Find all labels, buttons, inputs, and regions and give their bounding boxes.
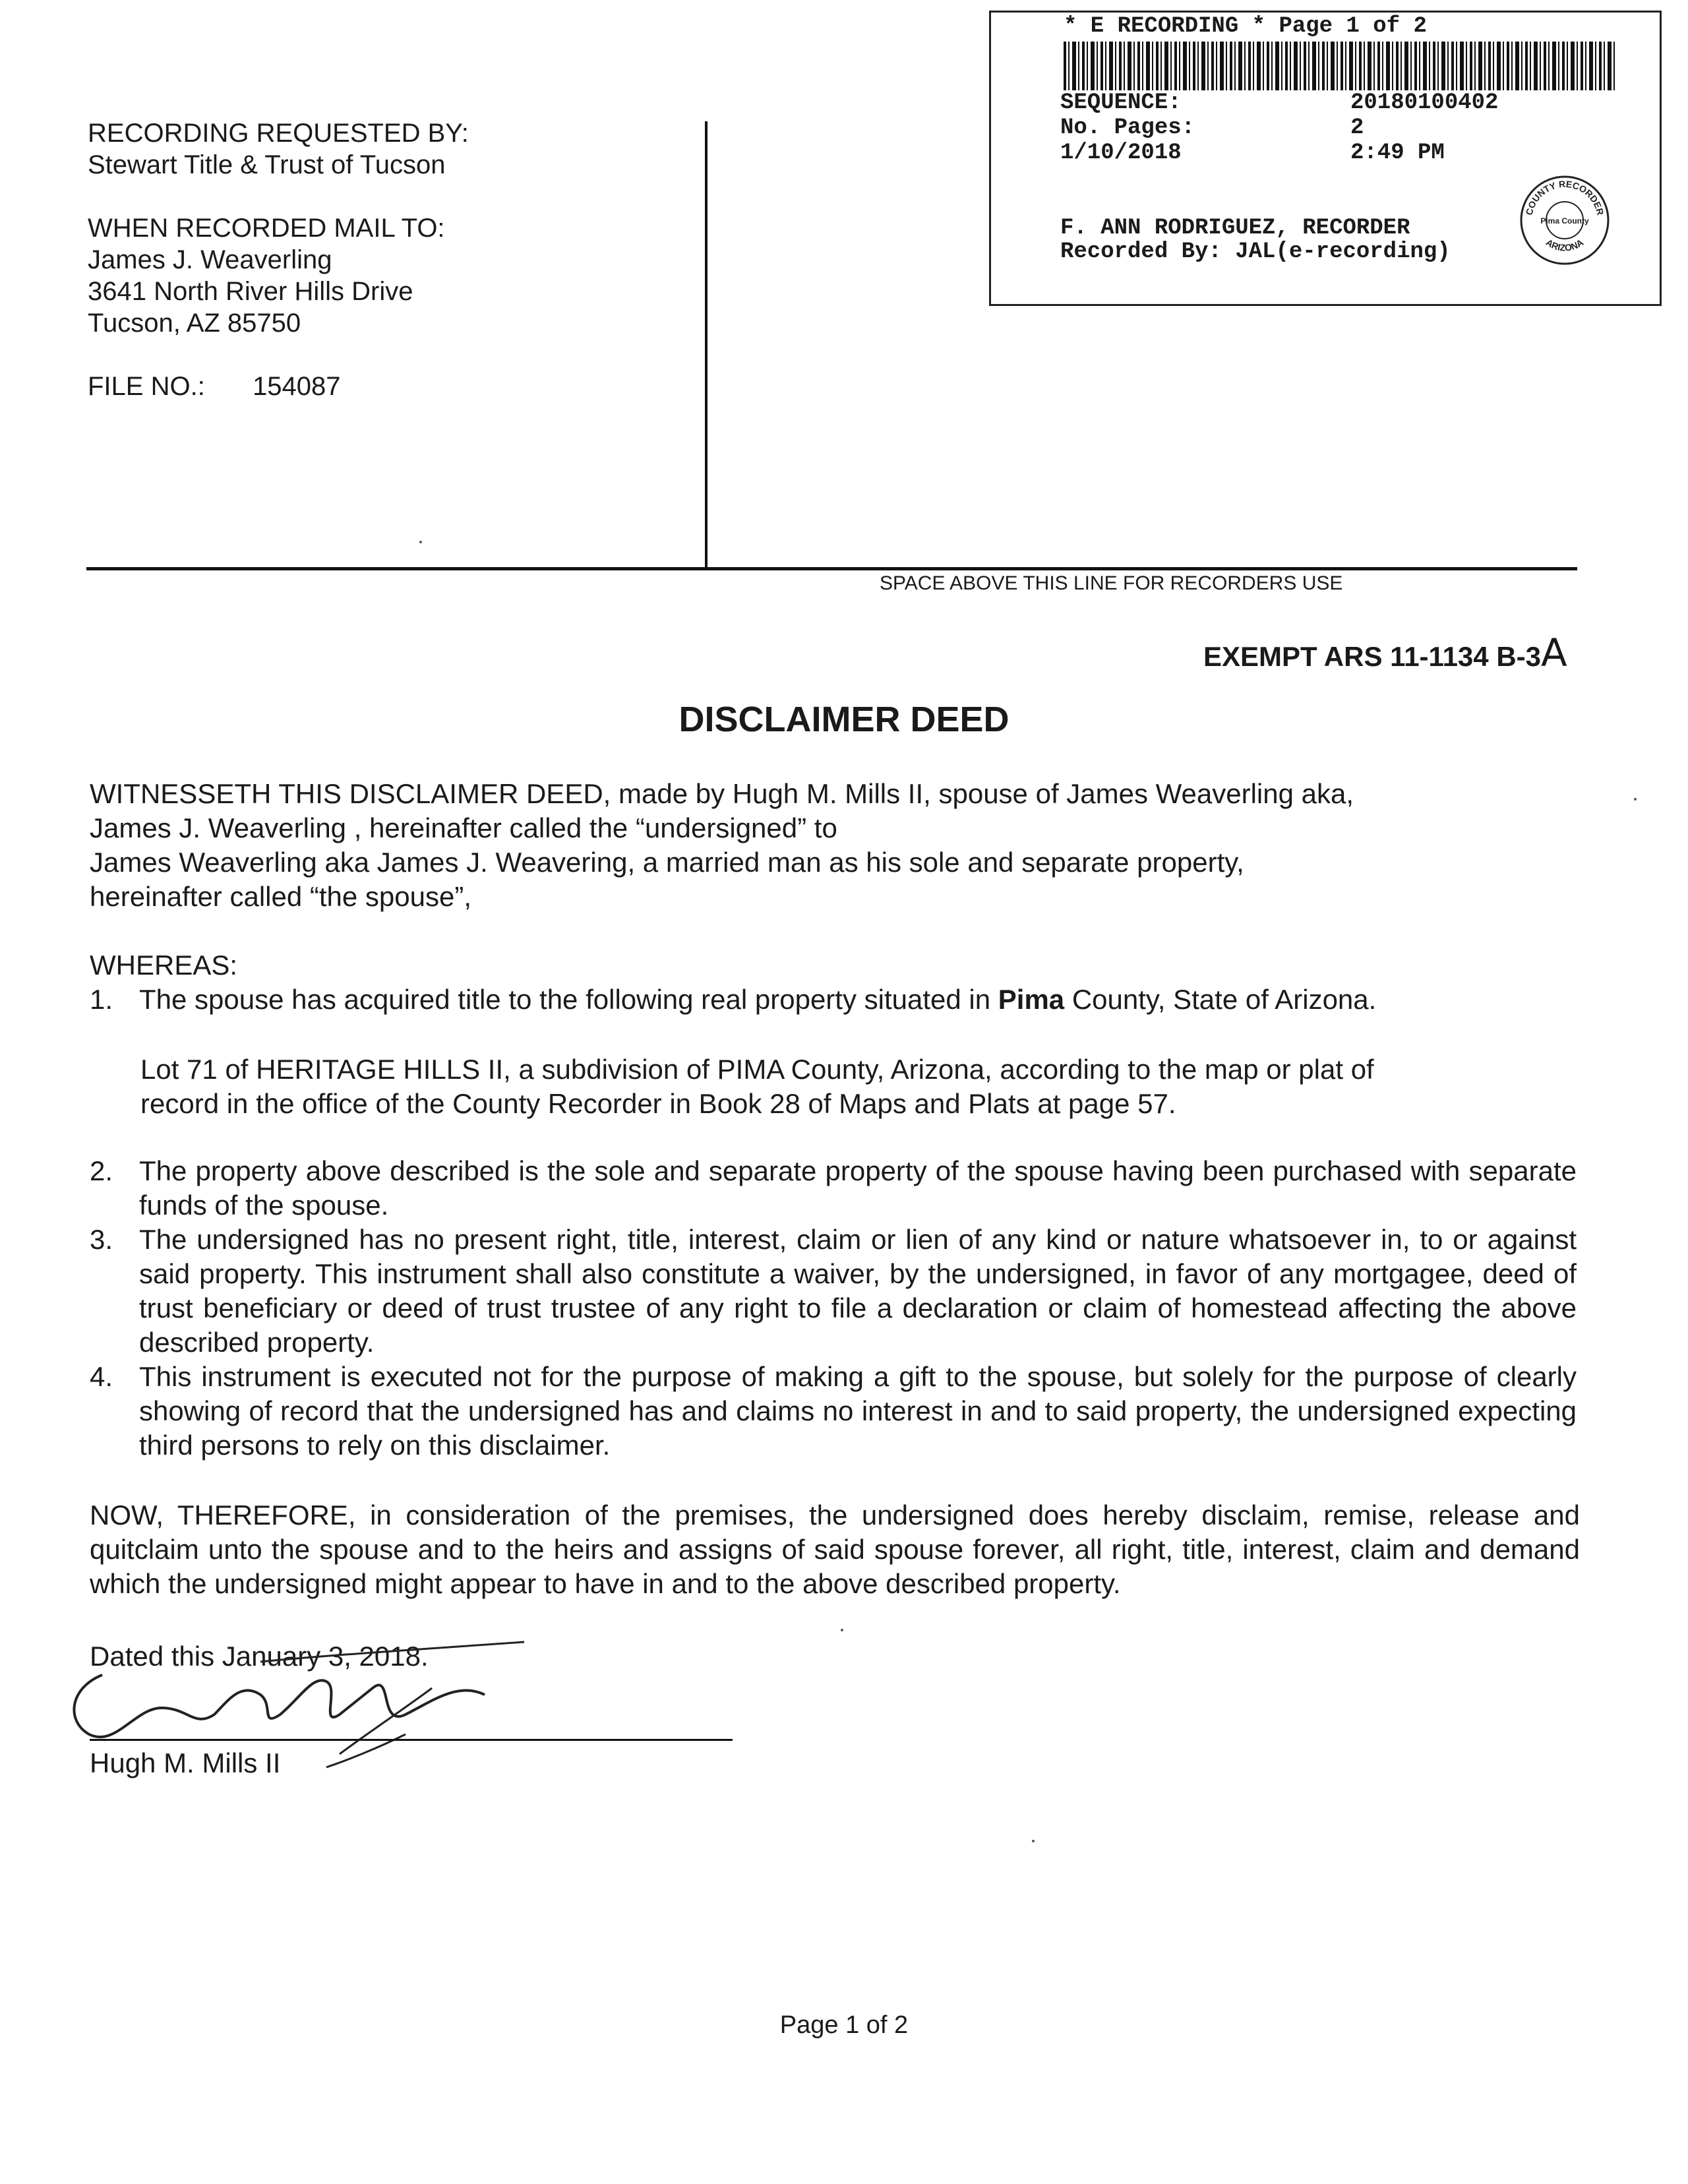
exemption-code-text: EXEMPT ARS 11-1134 B-3 xyxy=(1203,641,1541,672)
legal-description xyxy=(140,1052,1578,1121)
page-number: Page 1 of 2 xyxy=(779,2011,909,2039)
sequence-label: SEQUENCE: xyxy=(1060,90,1182,115)
scan-speck xyxy=(841,1629,843,1631)
file-number-label: FILE NO.: xyxy=(88,372,205,401)
header-divider-vertical xyxy=(705,121,708,570)
record-time: 2:49 PM xyxy=(1350,140,1445,166)
intro-line: James J. Weaverling , hereinafter called the “undersigned” to xyxy=(90,812,837,843)
item-number: 4. xyxy=(90,1361,113,1392)
exemption-code xyxy=(1203,630,1567,675)
stamp-top-line: * E RECORDING * Page 1 of 2 xyxy=(1064,14,1427,39)
item-number: 3. xyxy=(90,1224,113,1255)
seal-center-text: Pima County xyxy=(1540,216,1589,226)
legal-line: record in the office of the County Recorder in Book 28 of Maps and Plats at page 57. xyxy=(140,1088,1176,1119)
recorder-space-line xyxy=(86,567,1577,570)
county-name: Pima xyxy=(998,984,1065,1015)
barcode xyxy=(1064,42,1617,90)
mail-to-street: 3641 North River Hills Drive xyxy=(88,277,413,306)
seal-top-text: COUNTY RECORDER xyxy=(1523,178,1606,216)
mail-to-name: James J. Weaverling xyxy=(88,245,332,274)
intro-line: WITNESSETH THIS DISCLAIMER DEED, made by Hugh M. Mills II, spouse of James Weaverling aka, xyxy=(90,778,1354,809)
now-therefore-paragraph: NOW, THEREFORE, in consideration of the premises, the undersigned does hereby disclaim, remise, release and quitclaim unto the spouse and to the heirs and assigns of said spouse forever, all right, title, interest, claim and demand which the undersigned might appear to have in and to the above described property. xyxy=(90,1500,1580,1599)
seal-bottom-text: ARIZONA xyxy=(1544,237,1586,253)
intro-paragraph xyxy=(90,777,1580,914)
scan-speck xyxy=(1634,798,1637,801)
recorder-name: F. ANN RODRIGUEZ, RECORDER xyxy=(1060,216,1410,241)
county-seal-icon xyxy=(1519,174,1611,266)
item-text: This instrument is executed not for the purpose of making a gift to the spouse, but solely for the purpose of clearly showing of record that the undersigned has and claims no interest in and to said property, the undersigned expecting third persons to rely on this disclaimer. xyxy=(139,1361,1577,1461)
item-text: The property above described is the sole and separate property of the spouse having been purchased with separate funds of the spouse. xyxy=(139,1155,1577,1221)
signature-line xyxy=(90,1739,733,1741)
requested-by-value: Stewart Title & Trust of Tucson xyxy=(88,150,446,179)
recorders-use-note: SPACE ABOVE THIS LINE FOR RECORDERS USE xyxy=(880,572,1343,594)
document-title: DISCLAIMER DEED xyxy=(678,700,1010,739)
sequence-value: 20180100402 xyxy=(1350,90,1499,115)
item-text: The spouse has acquired title to the following real property situated in xyxy=(139,984,998,1015)
mail-to-label: WHEN RECORDED MAIL TO: xyxy=(88,214,445,243)
legal-line: Lot 71 of HERITAGE HILLS II, a subdivision of PIMA County, Arizona, according to the map or plat of xyxy=(140,1054,1374,1085)
signer-name: Hugh M. Mills II xyxy=(90,1747,281,1778)
intro-line: James Weaverling aka James J. Weavering, a married man as his sole and separate property, xyxy=(90,847,1244,878)
intro-line: hereinafter called “the spouse”, xyxy=(90,881,471,912)
mail-to-city: Tucson, AZ 85750 xyxy=(88,309,301,338)
item-text: The undersigned has no present right, title, interest, claim or lien of any kind or nature whatsoever in, to or against said property. This instrument shall also constitute a waiver, by the undersigned, in favor of any mortgagee, deed of trust beneficiary or deed of trust trustee of any right to file a declaration or claim of homestead affecting the above described property. xyxy=(139,1224,1577,1358)
item-number: 2. xyxy=(90,1155,113,1186)
pages-value: 2 xyxy=(1350,115,1364,140)
recorded-by: Recorded By: JAL(e-recording) xyxy=(1060,239,1451,264)
requested-by-label: RECORDING REQUESTED BY: xyxy=(88,119,469,148)
dated-line: Dated this January 3, 2018. xyxy=(90,1641,429,1672)
file-number xyxy=(88,371,469,402)
exemption-handwritten: A xyxy=(1541,630,1567,675)
item-text: County, State of Arizona. xyxy=(1064,984,1377,1015)
item-number: 1. xyxy=(90,984,113,1015)
recording-header xyxy=(88,117,469,402)
whereas-label: WHEREAS: xyxy=(90,950,238,981)
scan-speck xyxy=(419,541,422,543)
record-date: 1/10/2018 xyxy=(1060,140,1182,166)
pages-label: No. Pages: xyxy=(1060,115,1195,140)
recording-stamp xyxy=(989,11,1662,306)
scan-speck xyxy=(1032,1840,1035,1842)
file-number-value: 154087 xyxy=(253,372,341,401)
